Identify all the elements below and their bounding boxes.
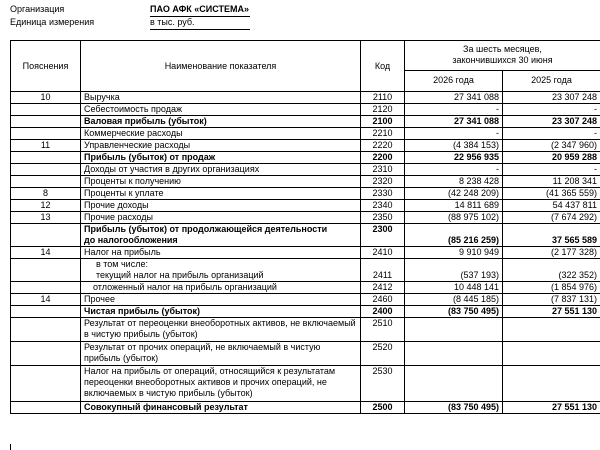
- row-note: [11, 224, 81, 247]
- row-name: Прибыль (убыток) от продолжающейся деятельности до налогообложения: [81, 224, 361, 247]
- row-value-2026: 8 238 428: [405, 176, 503, 188]
- col-code-header: Код: [361, 41, 405, 92]
- row-note: [11, 259, 81, 282]
- row-value-2025: 54 437 811: [503, 200, 600, 212]
- table-row: [11, 92, 600, 104]
- table-row: [11, 116, 600, 128]
- row-value-2025: 11 208 341: [503, 176, 600, 188]
- row-code: 2200: [361, 152, 405, 164]
- row-name: Совокупный финансовый результат: [81, 402, 361, 414]
- row-value-2025: -: [503, 104, 600, 116]
- row-value-2026: 9 910 949: [405, 247, 503, 259]
- table-row: [11, 140, 600, 152]
- row-code: 2530: [361, 366, 405, 402]
- row-code: 2520: [361, 342, 405, 366]
- row-name: Управленческие расходы: [81, 140, 361, 152]
- table-row: [11, 259, 600, 282]
- row-value-2025: (2 177 328): [503, 247, 600, 259]
- org-row: [0, 3, 600, 16]
- row-note: [11, 104, 81, 116]
- row-value-2026: [405, 318, 503, 342]
- row-value-2026: -: [405, 128, 503, 140]
- row-name: отложенный налог на прибыль организаций: [81, 282, 361, 294]
- row-name: Валовая прибыль (убыток): [81, 116, 361, 128]
- row-name: Проценты к уплате: [81, 188, 361, 200]
- row-value-2026: 27 341 088: [405, 92, 503, 104]
- row-note: 13: [11, 212, 81, 224]
- col-period-header: За шесть месяцев, закончившихся 30 июня: [405, 41, 600, 71]
- table-row: [11, 176, 600, 188]
- table-row: [11, 128, 600, 140]
- row-code: 2411: [361, 259, 405, 282]
- row-note: [11, 306, 81, 318]
- row-value-2026: [405, 342, 503, 366]
- row-name-label: текущий налог на прибыль организаций: [96, 270, 264, 280]
- row-code: 2410: [361, 247, 405, 259]
- row-note: [11, 342, 81, 366]
- row-code: 2400: [361, 306, 405, 318]
- row-value-2025: -: [503, 164, 600, 176]
- row-value-2025: 27 551 130: [503, 306, 600, 318]
- row-value-2025: (2 347 960): [503, 140, 600, 152]
- table-row: [11, 224, 600, 247]
- table-row: [11, 342, 600, 366]
- row-value-2025: 23 307 248: [503, 116, 600, 128]
- row-name: Результат от прочих операций, не включаемый в чистую прибыль (убыток): [81, 342, 361, 366]
- row-name: Себестоимость продаж: [81, 104, 361, 116]
- table-row: [11, 318, 600, 342]
- row-note: [11, 402, 81, 414]
- table-row: [11, 200, 600, 212]
- row-note: 10: [11, 92, 81, 104]
- row-value-2026: [405, 366, 503, 402]
- row-value-2025: 20 959 288: [503, 152, 600, 164]
- row-value-2025: 27 551 130: [503, 402, 600, 414]
- row-note: [11, 366, 81, 402]
- row-value-2026: -: [405, 164, 503, 176]
- row-value-2026: (4 384 153): [405, 140, 503, 152]
- row-value-2026: 22 956 935: [405, 152, 503, 164]
- table-row: [11, 306, 600, 318]
- row-name: Прочие расходы: [81, 212, 361, 224]
- row-name-caption: в том числе:: [96, 259, 148, 269]
- row-note: [11, 164, 81, 176]
- unit-row: [0, 16, 600, 29]
- row-note: 14: [11, 294, 81, 306]
- col-notes-header: Пояснения: [11, 41, 81, 92]
- row-name: Прибыль (убыток) от продаж: [81, 152, 361, 164]
- row-value-2025: (7 674 292): [503, 212, 600, 224]
- row-note: [11, 282, 81, 294]
- row-name: Результат от переоценки внеоборотных активов, не включаемый в чистую прибыль (убыток): [81, 318, 361, 342]
- income-statement-table: [10, 40, 600, 414]
- row-value-2025: -: [503, 128, 600, 140]
- row-value-2025: 37 565 589: [503, 224, 600, 247]
- row-code: 2310: [361, 164, 405, 176]
- unit-value: в тыс. руб.: [150, 16, 250, 30]
- row-note: 8: [11, 188, 81, 200]
- row-code: 2100: [361, 116, 405, 128]
- row-code: 2220: [361, 140, 405, 152]
- row-name: [81, 259, 361, 282]
- table-continuation: [10, 444, 600, 450]
- row-note: [11, 128, 81, 140]
- table-row: [11, 282, 600, 294]
- table-row: [11, 247, 600, 259]
- col-name-header: Наименование показателя: [81, 41, 361, 92]
- org-value: ПАО АФК «СИСТЕМА»: [150, 3, 250, 17]
- row-name: Доходы от участия в других организациях: [81, 164, 361, 176]
- table-row: [11, 402, 600, 414]
- row-code: 2330: [361, 188, 405, 200]
- table-row: [11, 152, 600, 164]
- table-row: [11, 366, 600, 402]
- row-note: [11, 152, 81, 164]
- row-value-2025: [503, 318, 600, 342]
- row-value-2025: (322 352): [503, 259, 600, 282]
- row-value-2026: (83 750 495): [405, 306, 503, 318]
- unit-label: Единица измерения: [10, 17, 95, 27]
- row-code: 2300: [361, 224, 405, 247]
- row-name: Выручка: [81, 92, 361, 104]
- row-value-2026: (8 445 185): [405, 294, 503, 306]
- row-name: Проценты к получению: [81, 176, 361, 188]
- row-note: [11, 318, 81, 342]
- row-name: Чистая прибыль (убыток): [81, 306, 361, 318]
- row-note: 11: [11, 140, 81, 152]
- row-code: 2210: [361, 128, 405, 140]
- row-value-2026: (537 193): [405, 259, 503, 282]
- row-name: Прочие доходы: [81, 200, 361, 212]
- row-code: 2120: [361, 104, 405, 116]
- row-value-2026: -: [405, 104, 503, 116]
- row-value-2025: (1 854 976): [503, 282, 600, 294]
- row-code: 2320: [361, 176, 405, 188]
- row-code: 2110: [361, 92, 405, 104]
- row-value-2025: [503, 366, 600, 402]
- table-row: [11, 104, 600, 116]
- row-code: 2412: [361, 282, 405, 294]
- table-row: [11, 188, 600, 200]
- row-note: [11, 116, 81, 128]
- row-value-2026: (85 216 259): [405, 224, 503, 247]
- org-label: Организация: [10, 4, 65, 14]
- table-row: [11, 164, 600, 176]
- table-row: [11, 294, 600, 306]
- row-value-2026: 10 448 141: [405, 282, 503, 294]
- row-name: Коммерческие расходы: [81, 128, 361, 140]
- row-code: 2460: [361, 294, 405, 306]
- col-year1-header: 2026 года: [405, 70, 503, 91]
- row-value-2026: (83 750 495): [405, 402, 503, 414]
- row-value-2026: (88 975 102): [405, 212, 503, 224]
- row-note: 14: [11, 247, 81, 259]
- row-name: Налог на прибыль: [81, 247, 361, 259]
- row-code: 2350: [361, 212, 405, 224]
- row-code: 2510: [361, 318, 405, 342]
- col-year2-header: 2025 года: [503, 70, 600, 91]
- row-name: Налог на прибыль от операций, относящийся к результатам переоценки внеоборотных активов и прочих операций, не включаемых в чистую прибыль (убыток): [81, 366, 361, 402]
- row-code: 2500: [361, 402, 405, 414]
- row-value-2026: (42 248 209): [405, 188, 503, 200]
- row-code: 2340: [361, 200, 405, 212]
- row-note: 12: [11, 200, 81, 212]
- row-value-2026: 27 341 088: [405, 116, 503, 128]
- row-value-2025: (41 365 559): [503, 188, 600, 200]
- row-value-2025: 23 307 248: [503, 92, 600, 104]
- row-value-2026: 14 811 689: [405, 200, 503, 212]
- row-note: [11, 176, 81, 188]
- row-value-2025: (7 837 131): [503, 294, 600, 306]
- table-row: [11, 212, 600, 224]
- row-value-2025: [503, 342, 600, 366]
- row-name: Прочее: [81, 294, 361, 306]
